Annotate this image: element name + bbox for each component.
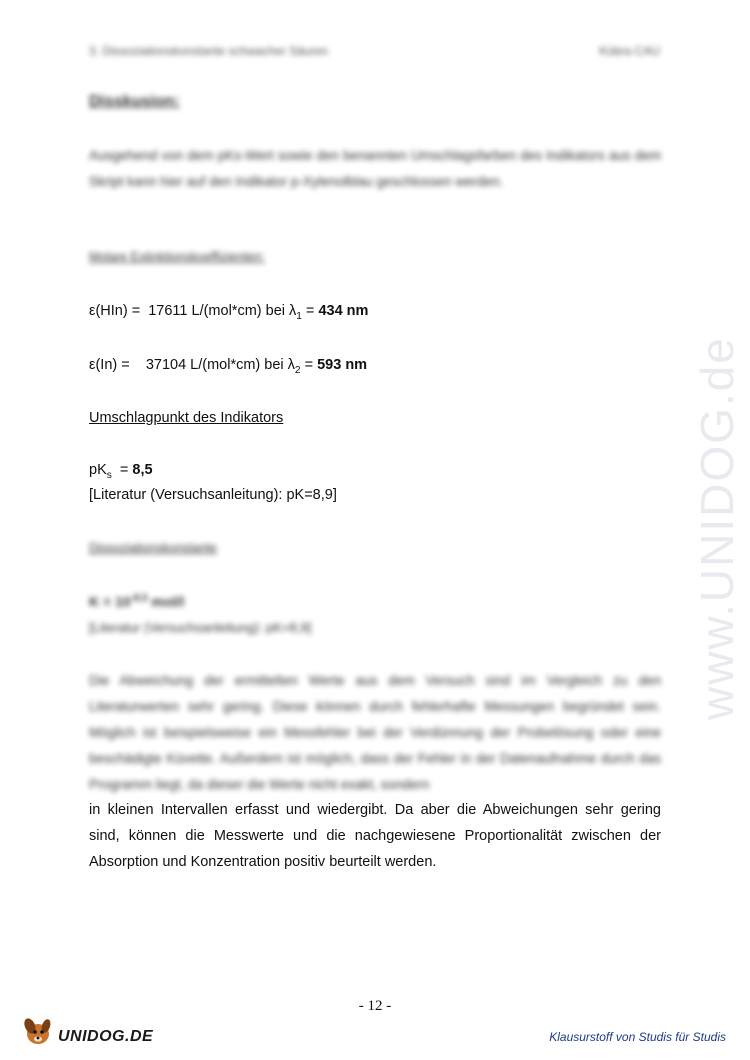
pks-prefix: pK: [89, 462, 107, 478]
k-exponent: -8,5: [130, 593, 148, 604]
lambda1-subscript: 1: [296, 310, 302, 322]
lambda1-value: 434 nm: [318, 303, 369, 319]
header-left: 3. Dissoziationskonstante schwacher Säuren: [89, 44, 328, 58]
epsilon-in-line: [89, 357, 367, 376]
epsilon-in-prefix: ε(In) = 37104 L/(mol*cm) bei λ: [89, 357, 295, 373]
discussion-line: Absorption und Konzentration positiv beurteilt werden.: [89, 854, 437, 870]
umschlag-heading: Umschlagpunkt des Indikators: [89, 410, 284, 426]
dissociation-heading: Dissoziationskonstante: [89, 541, 217, 555]
unidog-logo: [22, 1014, 162, 1050]
k-value-line: [89, 593, 184, 610]
pks-subscript: s: [106, 469, 112, 481]
discussion-visible-lines: [89, 797, 661, 875]
pks-eq: =: [111, 462, 133, 478]
epsilon-hin-eq: =: [301, 303, 319, 319]
intro-paragraph: Ausgehend von dem pKs-Wert sowie den benannten Umschlagsfarben des Indikators aus dem Skript kann hier auf den Indikator p-Xylenolblau geschlossen werden.: [89, 148, 661, 189]
molar-heading: Molare Extinktionskoeffizienten:: [89, 250, 265, 264]
k-prefix: K = 10: [89, 593, 131, 610]
header-right: Kübra CAU: [599, 44, 660, 58]
epsilon-hin-line: [89, 303, 368, 322]
literature-note-1: [Literatur (Versuchsanleitung): pK=8,9]: [89, 487, 337, 503]
pks-value: 8,5: [132, 462, 153, 478]
k-unit: mol/l: [147, 593, 185, 610]
logo-text: UNIDOG.DE: [58, 1028, 154, 1045]
lambda2-subscript: 2: [294, 364, 301, 376]
footer-tagline: Klausurstoff von Studis für Studis: [549, 1030, 726, 1044]
lambda2-value: 593 nm: [317, 357, 368, 373]
literature-note-2: [Literatur (Versuchsanleitung): pK=8,9]: [89, 620, 312, 635]
discussion-blurred-paragraph: Die Abweichung der ermittelten Werte aus dem Versuch sind im Vergleich zu den Literaturwerten sehr gering. Diese können durch fehlerhafte Messungen begründet sein. Möglich ist beispielsweise ein Messfehler bei der Verdünnung der Probelösung oder eine beschädigte Küvette. Außerdem ist möglich, dass der Fehler in der Datenaufnahme durch das Programm liegt, da dieser die Werte nicht exakt, sondern: [89, 673, 661, 792]
section-title: Disskusion:: [89, 93, 180, 110]
dog-icon: [22, 1014, 62, 1050]
watermark: www.UNIDOG.de: [691, 336, 743, 720]
pks-line: [89, 462, 153, 481]
page-number: - 12 -: [358, 998, 392, 1014]
epsilon-hin-prefix: ε(HIn) = 17611 L/(mol*cm) bei λ: [89, 303, 297, 319]
discussion-line: in kleinen Intervallen erfasst und wiedergibt. Da aber die Abweichungen sehr gering: [89, 802, 661, 818]
epsilon-in-eq: =: [300, 357, 318, 373]
discussion-line: sind, können die Messwerte und die nachgewiesene Proportionalität zwischen der: [89, 828, 661, 844]
